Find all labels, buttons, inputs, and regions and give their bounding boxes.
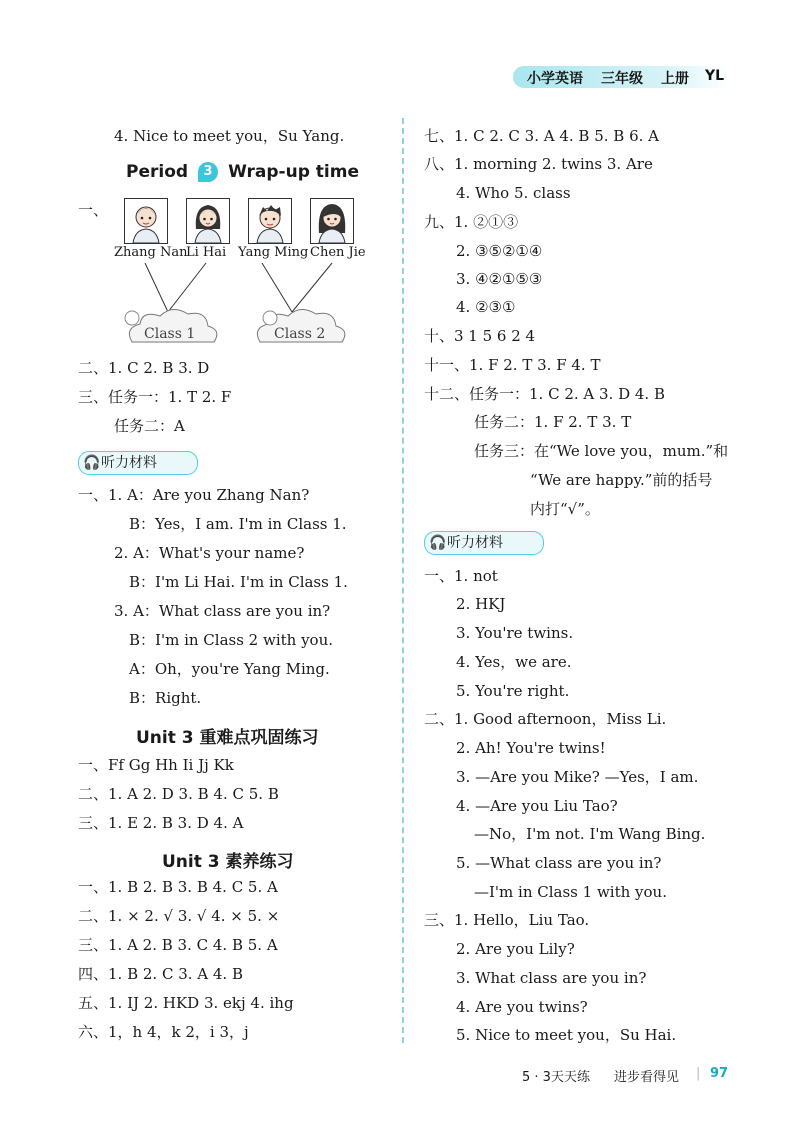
answer-line: 七、1. C 2. C 3. A 4. B 5. B 6. A — [424, 127, 659, 145]
script-line: 2. HKJ — [456, 595, 506, 613]
name-caption: Li Hai — [186, 245, 227, 260]
script-line: 3. A：What class are you in? — [114, 602, 331, 620]
answer-line: 四、1. B 2. C 3. A 4. B — [78, 965, 243, 983]
listening-material-tag — [424, 531, 544, 555]
script-line: 2. A：What's your name? — [114, 544, 305, 562]
class-label: Class 2 — [274, 326, 326, 342]
script-line: 5. You're right. — [456, 682, 570, 700]
answer-line: 三、任务一：1. T 2. F — [78, 388, 232, 406]
script-line: 2. Ah! You're twins! — [456, 739, 606, 757]
script-line: B：I'm Li Hai. I'm in Class 1. — [129, 573, 348, 591]
period-number-badge: 3 — [198, 162, 218, 182]
script-line: A：Oh，you're Yang Ming. — [129, 660, 330, 678]
answer-line: 任务二：A — [114, 417, 185, 435]
answer-line: 4. Who 5. class — [456, 184, 571, 202]
footer-separator: | — [696, 1066, 701, 1081]
header-banner — [513, 66, 731, 88]
avatar-girl-2 — [310, 198, 354, 244]
tag-label: 听力材料 — [101, 455, 157, 471]
script-line: 3. You're twins. — [456, 624, 574, 642]
footer-brand: 5 · 3天天练 — [522, 1070, 590, 1085]
script-line: 4. Yes，we are. — [456, 653, 572, 671]
script-line: B：Yes，I am. I'm in Class 1. — [129, 515, 347, 533]
header-volume: 上册 — [661, 71, 689, 87]
answer-line: 2. ③⑤②①④ — [456, 242, 543, 260]
period-subtitle: Wrap-up time — [228, 162, 359, 182]
script-line: 一、1. A：Are you Zhang Nan? — [78, 486, 310, 504]
avatar-girl-1 — [186, 198, 230, 244]
script-line: 3. —Are you Mike? —Yes，I am. — [456, 768, 699, 786]
answer-line: 内打“√”。 — [530, 500, 600, 518]
script-line: —I'm in Class 1 with you. — [474, 883, 667, 901]
name-caption: Yang Ming — [238, 245, 309, 260]
header-edition: YL — [705, 68, 725, 84]
question-label: 一、 — [78, 201, 109, 219]
answer-line: 一、Ff Gg Hh Ii Jj Kk — [78, 756, 234, 774]
script-line: 3. What class are you in? — [456, 969, 647, 987]
answer-line: 九、1. ②①③ — [424, 213, 519, 231]
answer-line: 二、1. × 2. √ 3. √ 4. × 5. × — [78, 907, 280, 925]
headphones-icon: 🎧 — [83, 455, 101, 471]
answer-line: 八、1. morning 2. twins 3. Are — [424, 155, 653, 173]
answer-line: 二、1. C 2. B 3. D — [78, 359, 210, 377]
script-line: —No，I'm not. I'm Wang Bing. — [474, 825, 706, 843]
script-line: B：Right. — [129, 689, 202, 707]
script-line: 4. —Are you Liu Tao? — [456, 797, 618, 815]
script-line: 5. Nice to meet you，Su Hai. — [456, 1026, 677, 1044]
headphones-icon: 🎧 — [429, 535, 447, 551]
answer-line: 十、3 1 5 6 2 4 — [424, 327, 536, 345]
section-title: Unit 3 重难点巩固练习 — [136, 728, 319, 748]
class-label: Class 1 — [144, 326, 196, 342]
answer-line: 三、1. A 2. B 3. C 4. B 5. A — [78, 936, 278, 954]
script-line: 2. Are you Lily? — [456, 940, 575, 958]
period-title: Period — [126, 162, 189, 182]
header-subject: 小学英语 — [527, 71, 583, 87]
footer-slogan: 进步看得见 — [614, 1070, 680, 1085]
answer-line: 4. ②③① — [456, 298, 516, 316]
answer-line: “We are happy.”前的括号 — [530, 471, 713, 489]
tag-label: 听力材料 — [447, 535, 503, 551]
script-line: 三、1. Hello，Liu Tao. — [424, 911, 590, 929]
script-line: B：I'm in Class 2 with you. — [129, 631, 334, 649]
answer-line: 十一、1. F 2. T 3. F 4. T — [424, 356, 601, 374]
answer-line: 二、1. A 2. D 3. B 4. C 5. B — [78, 785, 279, 803]
answer-line: 任务二：1. F 2. T 3. T — [474, 413, 632, 431]
answer-line: 3. ④②①⑤③ — [456, 270, 543, 288]
period-heading — [126, 162, 359, 182]
answer-line: 4. Nice to meet you，Su Yang. — [114, 127, 345, 145]
script-line: 一、1. not — [424, 567, 498, 585]
answer-line: 六、1，h 4，k 2，i 3，j — [78, 1023, 249, 1041]
answer-line: 五、1. IJ 2. HKD 3. ekj 4. ihg — [78, 994, 294, 1012]
answer-line: 三、1. E 2. B 3. D 4. A — [78, 814, 244, 832]
script-line: 5. —What class are you in? — [456, 854, 662, 872]
column-divider — [402, 118, 404, 1043]
avatar-boy-1 — [124, 198, 168, 244]
name-caption: Zhang Nan — [114, 245, 188, 260]
listening-material-tag — [78, 451, 198, 475]
answer-line: 任务三：在“We love you，mum.”和 — [474, 442, 729, 460]
page-number: 97 — [710, 1066, 729, 1081]
name-caption: Chen Jie — [310, 245, 366, 260]
script-line: 4. Are you twins? — [456, 998, 588, 1016]
section-title: Unit 3 素养练习 — [162, 852, 294, 872]
avatar-boy-2 — [248, 198, 292, 244]
script-line: 二、1. Good afternoon，Miss Li. — [424, 710, 667, 728]
answer-line: 十二、任务一：1. C 2. A 3. D 4. B — [424, 385, 665, 403]
header-grade: 三年级 — [601, 71, 643, 87]
answer-line: 一、1. B 2. B 3. B 4. C 5. A — [78, 878, 278, 896]
